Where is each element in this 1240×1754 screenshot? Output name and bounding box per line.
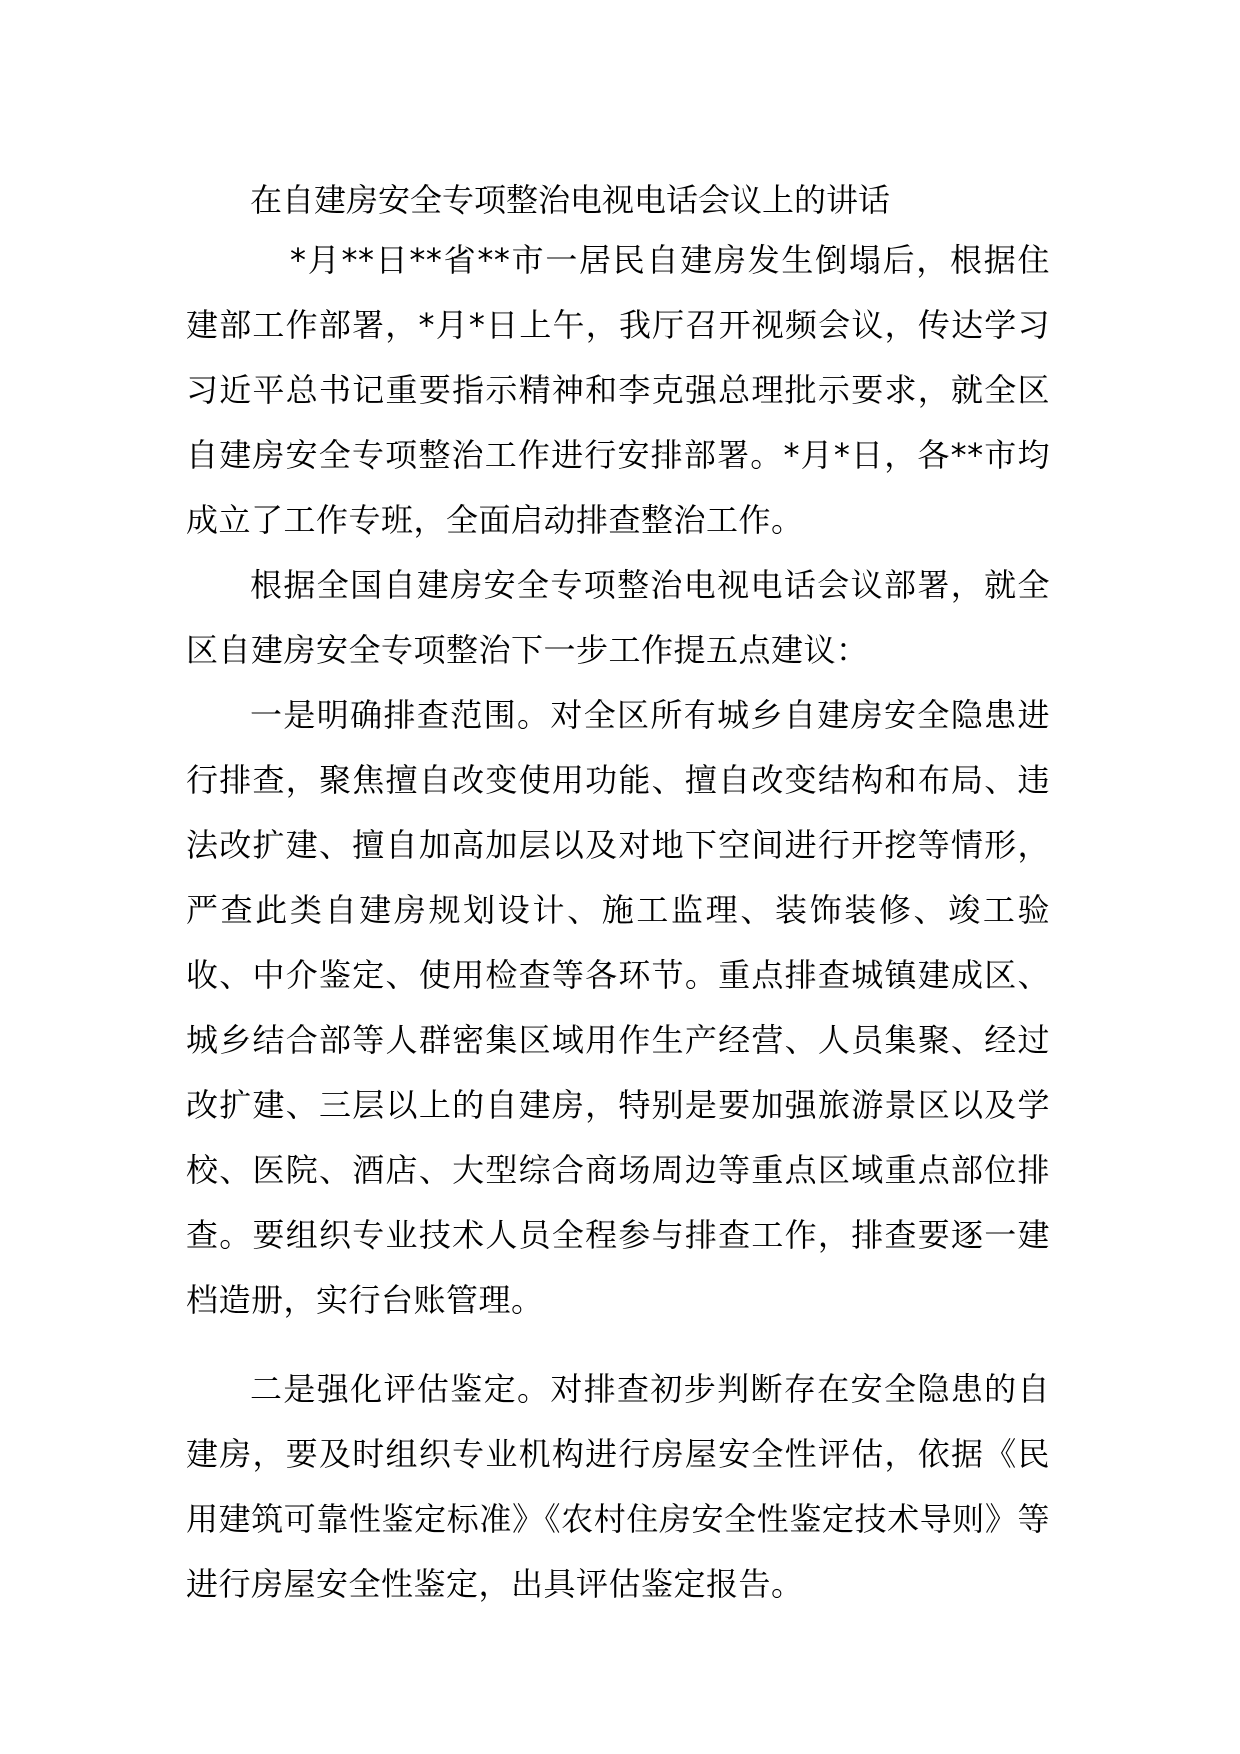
paragraph-proposals: 根据全国自建房安全专项整治电视电话会议部署，就全区自建房安全专项整治下一步工作提五点建议： (186, 566, 1050, 669)
paragraph-intro: *月**日**省**市一居民自建房发生倒塌后，根据住建部工作部署，*月*日上午，我厅召开视频会议，传达学习习近平总书记重要指示精神和李克强总理批示要求，就全区自建房安全专项整治工作进行安排部署。*月*日，各**市均成立了工作专班，全面启动排查整治工作。 (186, 241, 1050, 539)
paragraph-point-one: 一是明确排查范围。对全区所有城乡自建房安全隐患进行排查，聚焦擅自改变使用功能、擅自改变结构和布局、违法改扩建、擅自加高加层以及对地下空间进行开挖等情形，严查此类自建房规划设计、施工监理、装饰装修、竣工验收、中介鉴定、使用检查等各环节。重点排查城镇建成区、城乡结合部等人群密集区域用作生产经营、人员集聚、经过改扩建、三层以上的自建房，特别是要加强旅游景区以及学校、医院、酒店、大型综合商场周边等重点区域重点部位排查。要组织专业技术人员全程参与排查工作，排查要逐一建档造册，实行台账管理。 (186, 696, 1050, 1319)
document-body (186, 172, 1050, 1617)
document-title: 在自建房安全专项整治电视电话会议上的讲话 (250, 181, 891, 219)
paragraph-point-two: 二是强化评估鉴定。对排查初步判断存在安全隐患的自建房，要及时组织专业机构进行房屋安全性评估，依据《民用建筑可靠性鉴定标准》《农村住房安全性鉴定技术导则》等进行房屋安全性鉴定，出具评估鉴定报告。 (186, 1370, 1050, 1603)
